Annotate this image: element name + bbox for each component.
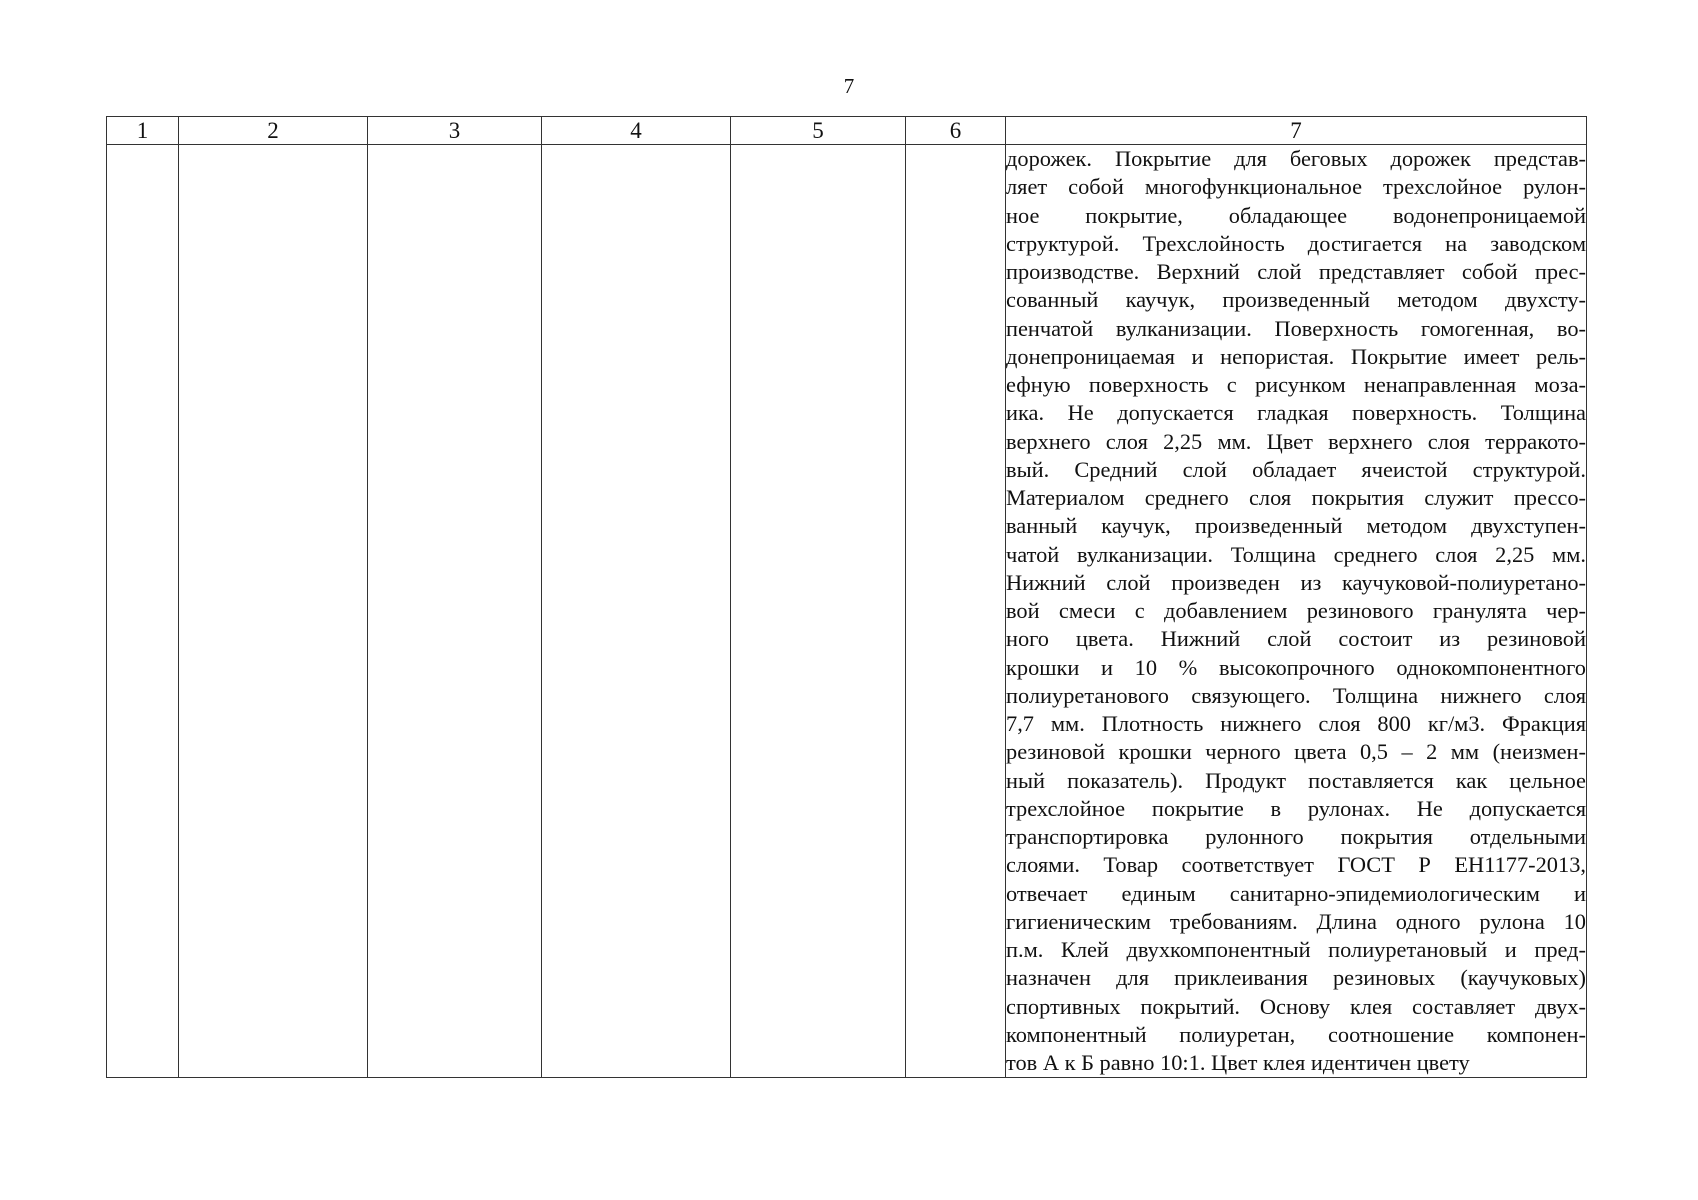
cell-col-3 [368,145,542,1078]
text-line: спортивных покрытий. Основу клея составляет двух- [1006,993,1586,1019]
text-line: ефную поверхность с рисунком ненаправленная моза- [1006,372,1586,397]
text-line: транспортировка рулонного покрытия отдельными [1006,824,1586,849]
column-header-6: 6 [906,117,1006,145]
column-header-7: 7 [1006,117,1587,145]
column-header-3: 3 [368,117,542,145]
text-line: ный показатель). Продукт поставляется как цельное [1006,767,1586,793]
text-line: трехслойное покрытие в рулонах. Не допускается [1006,795,1586,821]
text-line: ное покрытие, обладающее водонепроницаемой [1006,202,1586,228]
text-line: ного цвета. Нижний слой состоит из резиновой [1006,626,1586,652]
text-line: дорожек. Покрытие для беговых дорожек представ- [1006,146,1586,171]
column-header-4: 4 [542,117,731,145]
text-line: 7,7 мм. Плотность нижнего слоя 800 кг/м3. Фракция [1006,711,1586,736]
text-line: чатой вулканизации. Толщина среднего слоя 2,25 мм. [1006,541,1586,567]
text-line: Материалом среднего слоя покрытия служит прессо- [1006,485,1586,510]
text-line: донепроницаемая и непористая. Покрытие имеет рель- [1006,343,1586,369]
text-line: пенчатой вулканизации. Поверхность гомогенная, во- [1006,315,1586,341]
text-line: производстве. Верхний слой представляет собой прес- [1006,259,1586,284]
text-line: верхнего слоя 2,25 мм. Цвет верхнего слоя терракото- [1006,428,1586,454]
table-row [107,145,1587,1078]
specification-table [106,116,1587,1078]
text-line: сованный каучук, произведенный методом двухсту- [1006,287,1586,313]
text-line: вой смеси с добавлением резинового гранулята чер- [1006,598,1586,623]
text-line: ляет собой многофункциональное трехслойное рулон- [1006,174,1586,200]
column-header-2: 2 [179,117,368,145]
text-line: крошки и 10 % высокопрочного однокомпонентного [1006,654,1586,680]
cell-col-2 [179,145,368,1078]
text-line: гигиеническим требованиям. Длина одного рулона 10 [1006,908,1586,934]
column-number-row [107,117,1587,145]
text-line: компонентный полиуретан, соотношение компонен- [1006,1021,1586,1047]
column-header-5: 5 [731,117,906,145]
text-line: Нижний слой произведен из каучуковой-полиуретано- [1006,569,1586,595]
text-line: отвечает единым санитарно-эпидемиологическим и [1006,880,1586,906]
text-line: полиуретанового связующего. Толщина нижнего слоя [1006,682,1586,708]
column-header-1: 1 [107,117,179,145]
text-line: ванный каучук, произведенный методом двухступен- [1006,513,1586,539]
cell-col-7-description [1006,145,1587,1078]
text-line: вый. Средний слой обладает ячеистой структурой. [1006,456,1586,482]
cell-col-6 [906,145,1006,1078]
page-number: 7 [843,74,855,98]
text-line: структурой. Трехслойность достигается на заводском [1006,230,1586,256]
cell-col-1 [107,145,179,1078]
text-line: ика. Не допускается гладкая поверхность. Толщина [1006,400,1586,426]
text-line: слоями. Товар соответствует ГОСТ Р ЕН1177-2013, [1006,852,1586,878]
text-line: резиновой крошки черного цвета 0,5 – 2 мм (неизмен- [1006,739,1586,765]
text-line: назначен для приклеивания резиновых (каучуковых) [1006,965,1586,991]
cell-col-5 [731,145,906,1078]
text-line: тов А к Б равно 10:1. Цвет клея идентичен цвету [1006,1050,1470,1075]
text-line: п.м. Клей двухкомпонентный полиуретановый и пред- [1006,937,1586,962]
cell-col-4 [542,145,731,1078]
